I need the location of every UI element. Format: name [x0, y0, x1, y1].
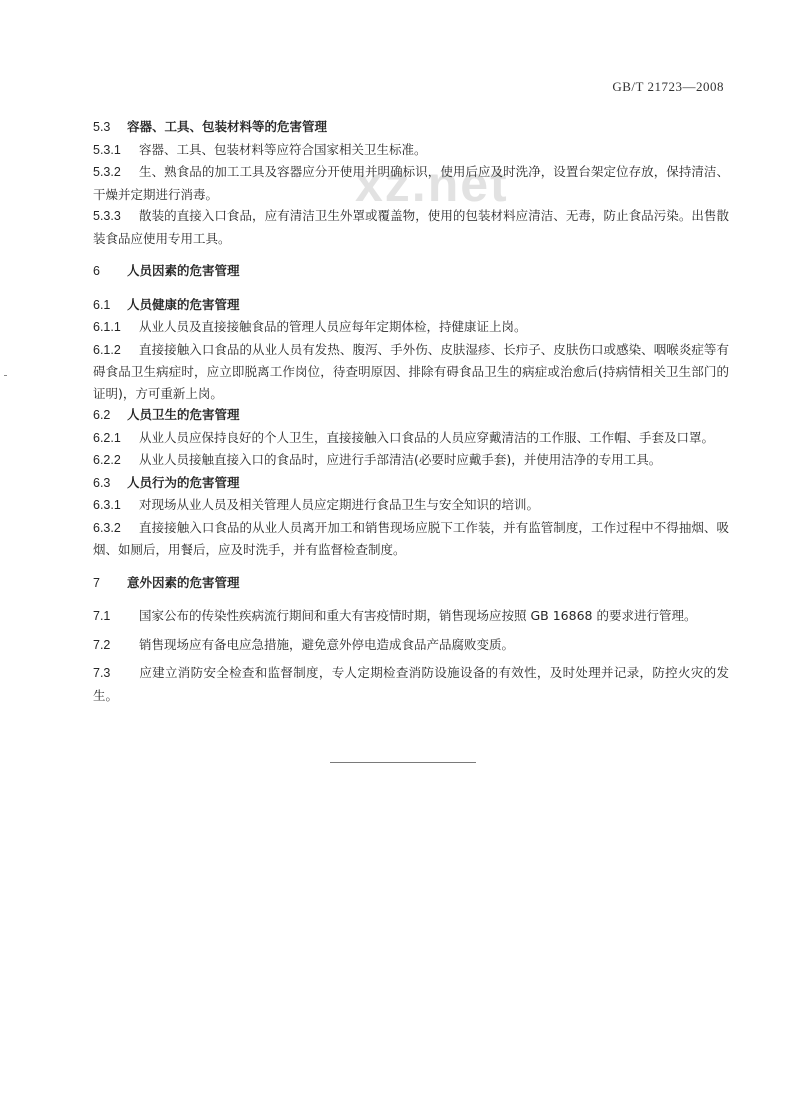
clause-number: 6.3.1: [93, 498, 121, 512]
end-of-document-rule: [330, 762, 476, 763]
clause-number: 7.1: [93, 609, 111, 623]
clause-text: 从业人员及直接接触食品的管理人员应每年定期体检，持健康证上岗。: [139, 319, 527, 334]
chapter-heading: [93, 260, 729, 283]
chapter-number: 7: [93, 575, 100, 590]
clause: [93, 517, 729, 561]
clause-number: 6.2.1: [93, 430, 121, 445]
chapter-heading: [93, 572, 729, 595]
section-number: 6.1: [93, 297, 111, 312]
clause: [93, 494, 729, 517]
clause-text: 生、熟食品的加工工具及容器应分开使用并明确标识，使用后应及时洗净，设置台架定位存放，保持清洁、干燥并定期进行消毒。: [93, 164, 729, 202]
clause-text: 直接接触入口食品的从业人员有发热、腹泻、手外伤、皮肤湿疹、长疖子、皮肤伤口或感染、咽喉炎症等有碍食品卫生病症时，应立即脱离工作岗位，待查明原因、排除有碍食品卫生的病症或治愈后(持病情相关卫生部门的证明)，方可重新上岗。: [93, 341, 729, 401]
clause: [93, 449, 729, 472]
clause: [93, 605, 729, 628]
clause-number: 5.3.3: [93, 209, 121, 223]
standard-number: GB/T 21723—2008: [612, 79, 724, 94]
clause-number: 5.3.1: [93, 142, 121, 157]
clause-text: 从业人员应保持良好的个人卫生，直接接触入口食品的人员应穿戴清洁的工作服、工作帽、手套及口罩。: [139, 429, 715, 445]
chapter-number: 6: [93, 264, 100, 278]
clause-text: 从业人员接触直接入口的食品时，应进行手部清洁(必要时应戴手套)，并使用洁净的专用工具。: [139, 452, 662, 467]
section-heading: [93, 294, 729, 317]
clause-number: 7.3: [93, 666, 111, 680]
clause-text: 销售现场应有备电应急措施，避免意外停电造成食品产品腐败变质。: [139, 636, 515, 652]
clause: [93, 427, 729, 450]
clause: [93, 316, 729, 339]
scan-edge-mark: [4, 375, 7, 376]
clause-number: 6.3.2: [93, 520, 121, 535]
section-title: 人员健康的危害管理: [127, 296, 240, 312]
clause-number: 7.2: [93, 637, 111, 652]
clause: [93, 161, 729, 205]
clause-text: 直接接触入口食品的从业人员离开加工和销售现场应脱下工作装，并有监管制度，工作过程中不得抽烟、吸烟、如厕后，用餐后，应及时洗手，并有监督检查制度。: [93, 519, 729, 557]
clause-number: 6.2.2: [93, 453, 121, 467]
clause-text: 应建立消防安全检查和监督制度，专人定期检查消防设施设备的有效性，及时处理并记录，防控火灾的发生。: [93, 665, 729, 703]
section-title: 人员行为的危害管理: [127, 474, 240, 490]
clause: [93, 339, 729, 405]
clause-number: 5.3.2: [93, 165, 121, 179]
chapter-title: 人员因素的危害管理: [127, 263, 240, 278]
section-number: 5.3: [93, 120, 111, 134]
clause-number: 6.1.2: [93, 342, 121, 357]
clause: [93, 634, 729, 657]
clause-number: 6.1.1: [93, 320, 121, 334]
section-heading: [93, 404, 729, 427]
clause: [93, 139, 729, 162]
section-title: 容器、工具、包装材料等的危害管理: [127, 119, 328, 134]
clause-text: 对现场从业人员及相关管理人员应定期进行食品卫生与安全知识的培训。: [139, 497, 540, 512]
clause-text: 容器、工具、包装材料等应符合国家相关卫生标准。: [139, 141, 427, 157]
clause: [93, 205, 729, 249]
chapter-title: 意外因素的危害管理: [127, 574, 240, 590]
site-watermark: xz.net: [355, 156, 509, 212]
section-heading: [93, 116, 729, 139]
section-number: 6.3: [93, 475, 111, 490]
section-heading: [93, 472, 729, 495]
clause-text: 散装的直接入口食品，应有清洁卫生外罩或覆盖物，使用的包装材料应清洁、无毒，防止食品污染。出售散装食品应使用专用工具。: [93, 208, 729, 246]
clause: [93, 662, 729, 706]
document-body: [93, 116, 729, 706]
section-title: 人员卫生的危害管理: [127, 407, 240, 422]
clause-text: 国家公布的传染性疾病流行期间和重大有害疫情时期，销售现场应按照 GB 16868 的要求进行管理。: [139, 608, 697, 623]
section-number: 6.2: [93, 408, 111, 422]
